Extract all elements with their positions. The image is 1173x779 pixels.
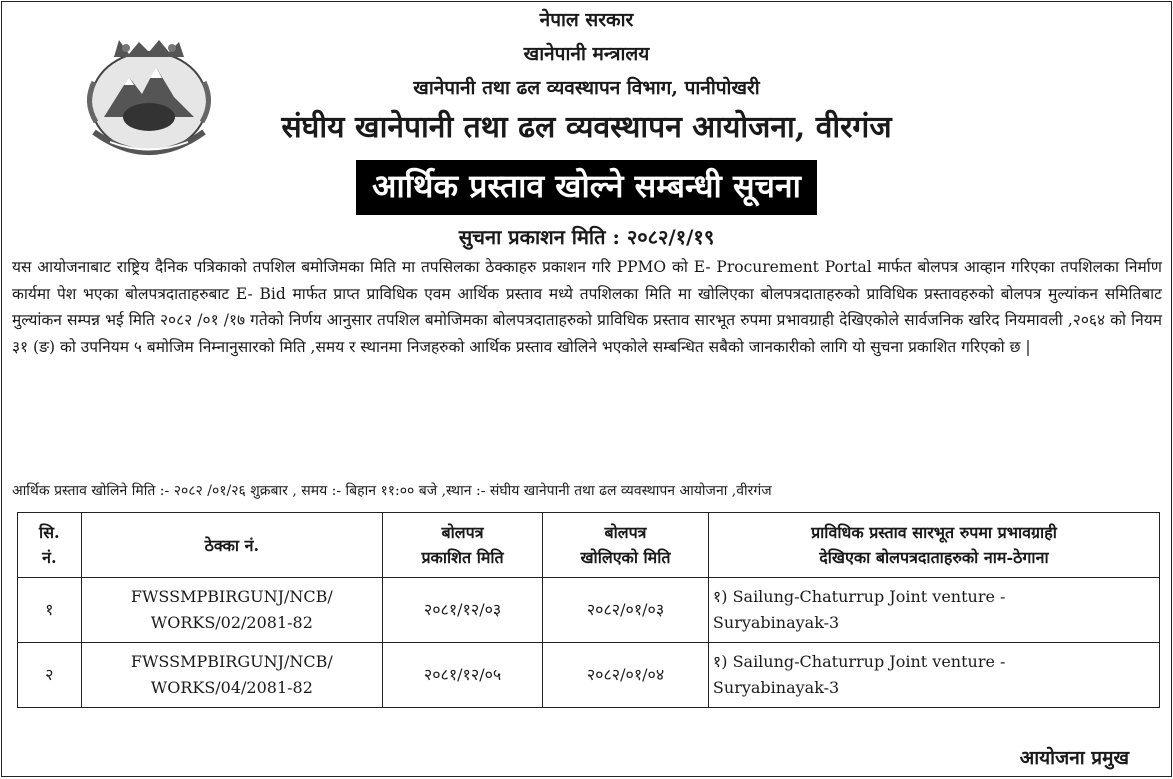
notice-body [12,254,1162,360]
ministry-name: खानेपानी मन्त्रालय [523,43,650,65]
row-opened-date: २०८२/०१/०४ [543,643,709,708]
notice-title: आर्थिक प्रस्ताव खोल्ने सम्बन्धी सूचना [356,160,817,215]
tender-table [17,512,1160,708]
row-opened-date: २०८२/०१/०३ [543,578,709,643]
table-row [18,578,1160,643]
signature-title: आयोजना प्रमुख [1019,747,1129,769]
header-published-date: बोलपत्र प्रकाशित मिति [383,513,543,578]
department-name: खानेपानी तथा ढल व्यवस्थापन विभाग, पानीपोखरी [413,77,760,99]
row-published-date: २०८१/१२/०३ [383,578,543,643]
row-sn: २ [18,643,82,708]
notice-page [1,1,1172,777]
table-row [18,643,1160,708]
row-bidder: १) Sailung-Chaturrup Joint venture - Suryabinayak-3 [708,643,1159,708]
header-bidder: प्राविधिक प्रस्ताव सारभूत रुपमा प्रभावग्राही देखिएका बोलपत्रदाताहरुको नाम-ठेगाना [708,513,1159,578]
row-contract-no: FWSSMPBIRGUNJ/NCB/ WORKS/02/2081-82 [81,578,382,643]
row-published-date: २०८१/१२/०५ [383,643,543,708]
notice-title-banner [2,160,1171,215]
notice-paragraph: यस आयोजनाबाट राष्ट्रिय दैनिक पत्रिकाको तपशिल बमोजिमका मिति मा तपसिलका ठेक्काहरु प्रकाशन गरि PPMO को E- Procurement Portal मार्फत बोलपत्र आव्हान गरिएका तपशिलका निर्माण कार्यमा पेश भएका बोलपत्रदाताहरुबाट E- Bid मार्फत प्राप्त प्राविधिक एवम आर्थिक प्रस्ताव मध्ये तपशिलका मिति मा खोलिएका बोलपत्रदाताहरुको प्राविधिक प्रस्तावहरुको बोलपत्र मुल्यांकन समितिबाट मुल्यांकन सम्पन्न भई मिति २०८२ /०१ /१७ गतेको निर्णय आनुसार तपशिल बमोजिमका बोलपत्रदाताहरुको प्राविधिक प्रस्ताव सारभूत रुपमा प्रभावग्राही देखिएकोले सार्वजनिक खरिद नियमावली ,२०६४ को नियम ३१ (ङ) को उपनियम ५ बमोजिम निम्नानुसारको मिति ,समय र स्थानमा निजहरुको आर्थिक प्रस्ताव खोलिने भएकोले सम्बन्धित सबैको जानकारीको लागि यो सुचना प्रकाशित गरिएको छ | [12,258,1162,356]
row-bidder: १) Sailung-Chaturrup Joint venture - Suryabinayak-3 [708,578,1159,643]
row-contract-no: FWSSMPBIRGUNJ/NCB/ WORKS/04/2081-82 [81,643,382,708]
opening-info: आर्थिक प्रस्ताव खोलिने मिति :- २०८२ /०१/२६ शुक्रबार , समय :- बिहान ११:०० बजे ,स्थान :- संघीय खानेपानी तथा ढल व्यवस्थापन आयोजना ,वीरगंज [12,483,772,499]
project-name: संघीय खानेपानी तथा ढल व्यवस्थापन आयोजना, वीरगंज [281,110,892,145]
government-name: नेपाल सरकार [539,9,634,31]
header-sn: सि. नं. [18,513,82,578]
publication-date: सुचना प्रकाशन मिति : २०८२/१/१९ [458,225,715,249]
header-opened-date: बोलपत्र खोलिएको मिति [543,513,709,578]
header-contract-no: ठेक्का नं. [81,513,382,578]
row-sn: १ [18,578,82,643]
table-header-row [18,513,1160,578]
